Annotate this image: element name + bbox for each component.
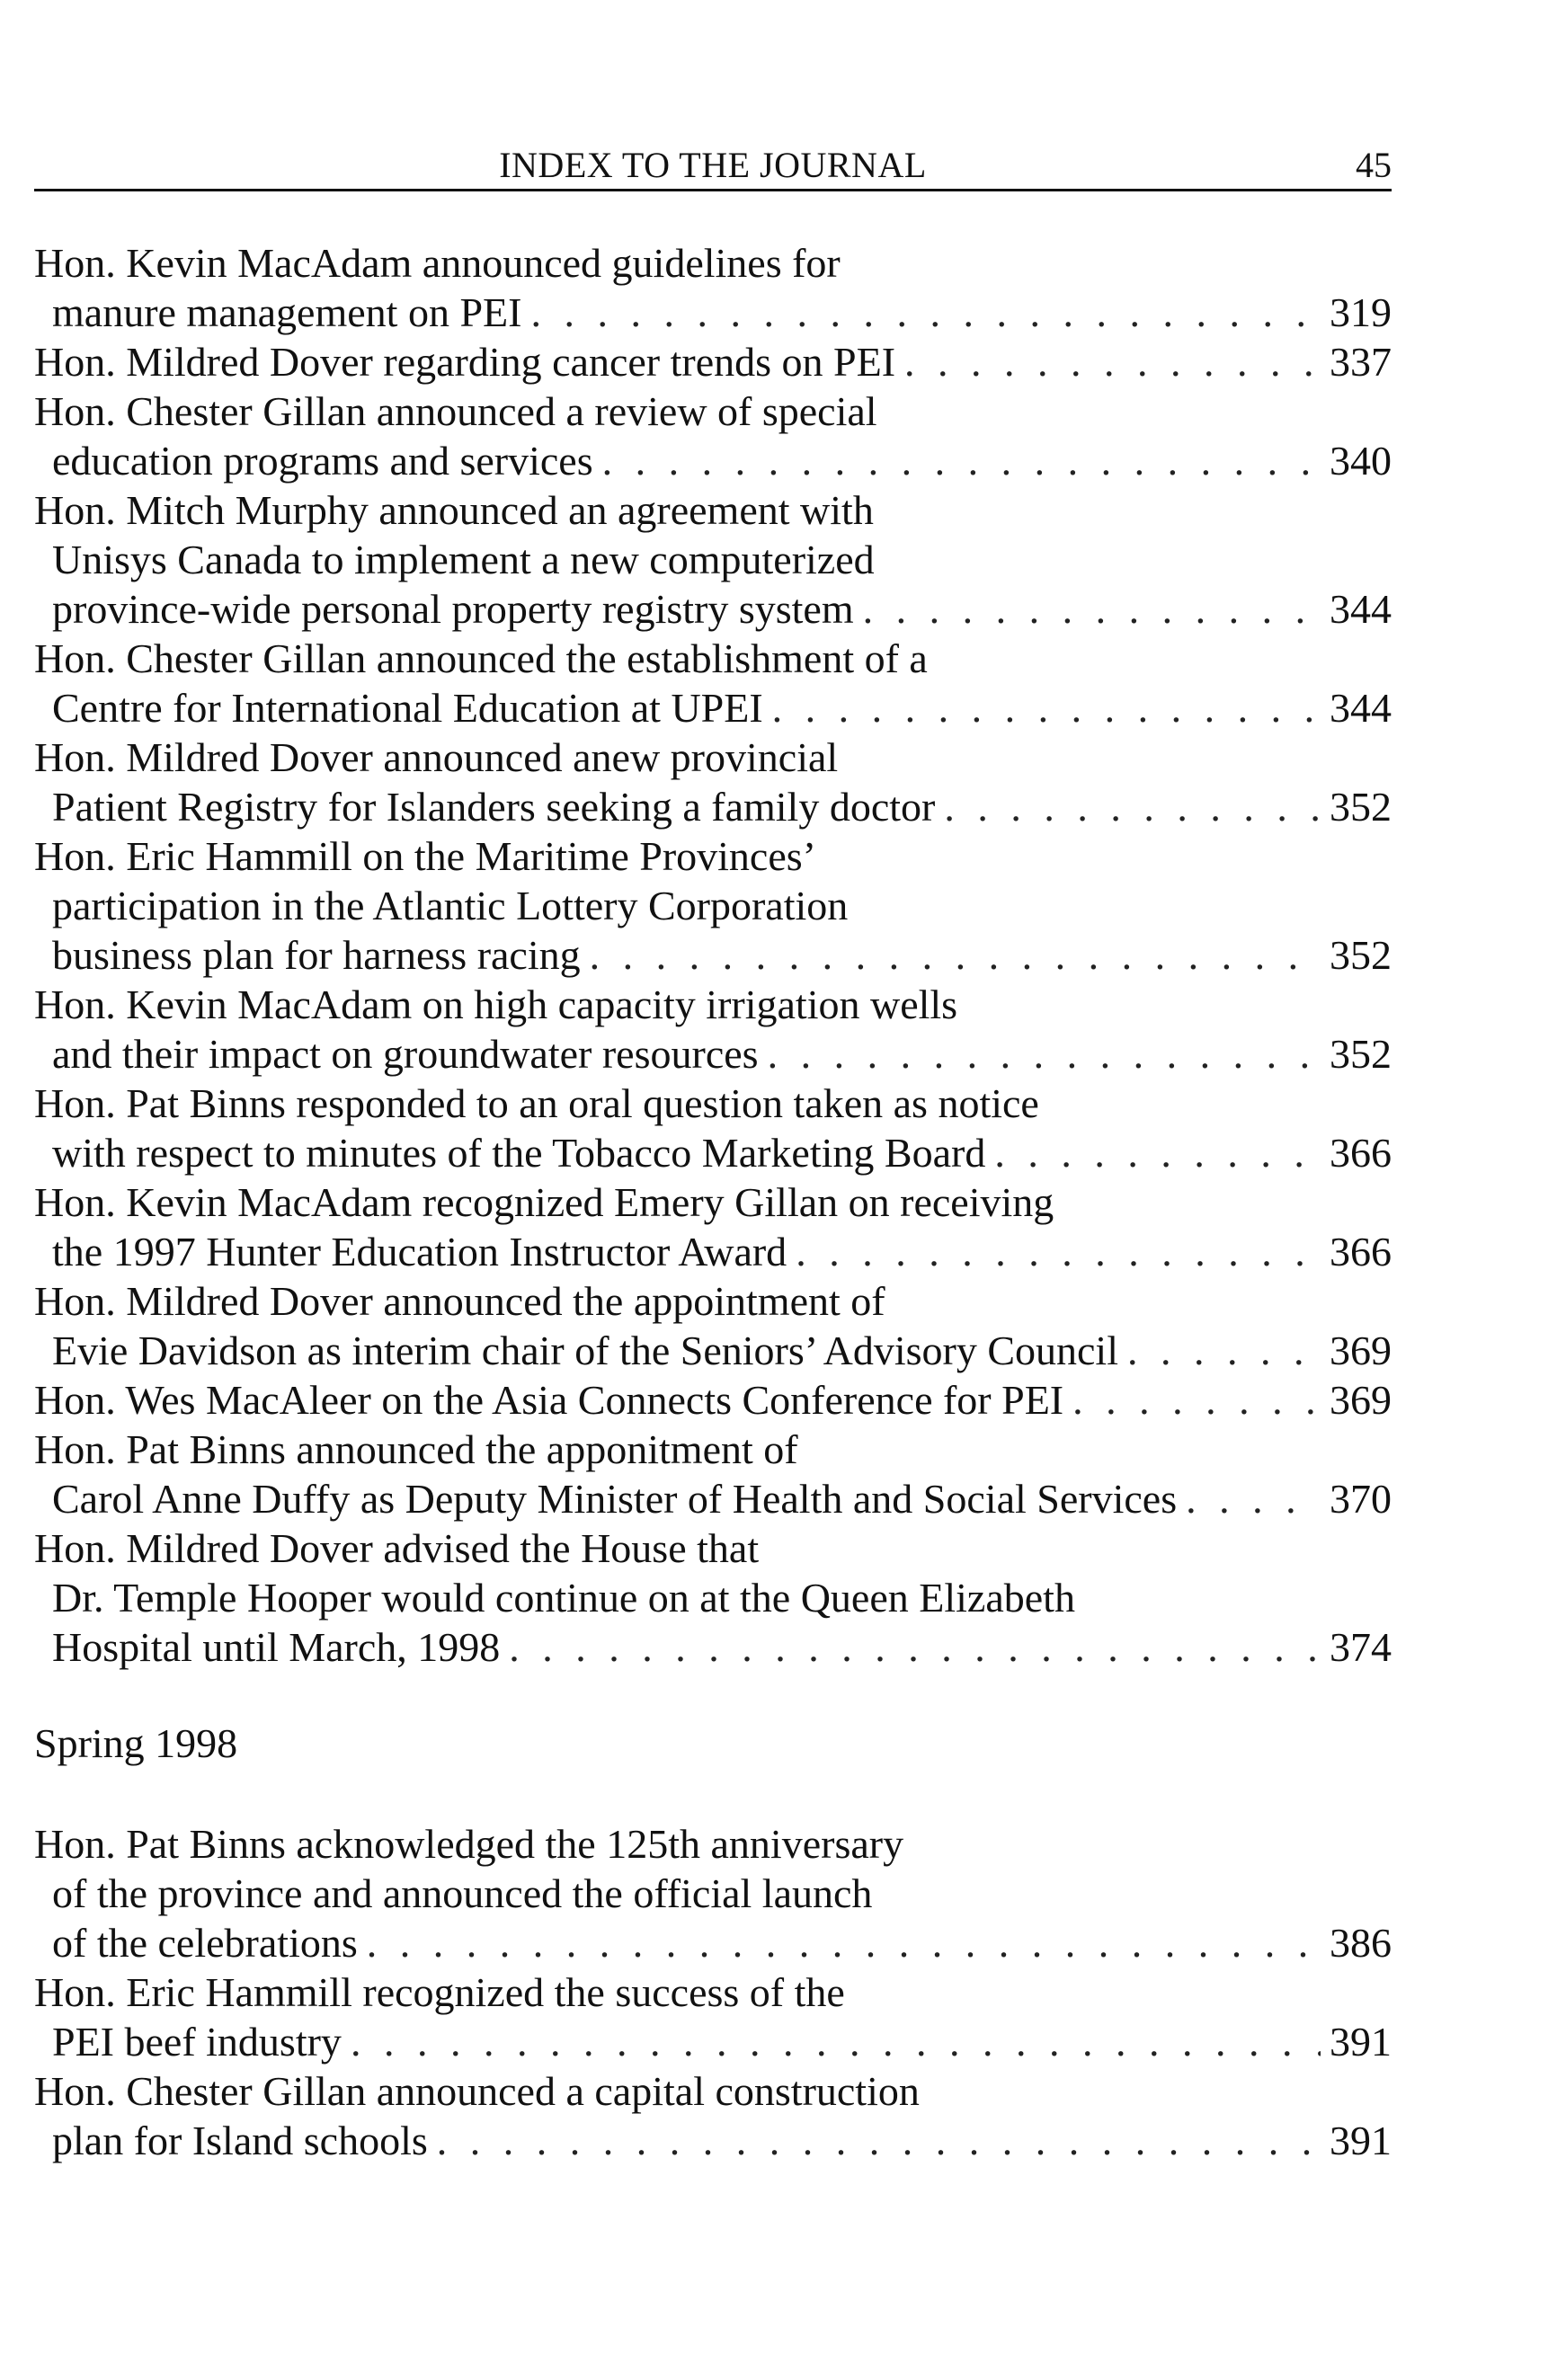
dot-leader <box>367 1918 1321 1967</box>
dot-leader <box>904 337 1321 386</box>
index-entry <box>34 386 1392 485</box>
entry-continuation-line <box>34 930 1392 980</box>
entry-first-line <box>34 337 1392 386</box>
entry-page-number: 352 <box>1330 1031 1392 1077</box>
entry-text: of the province and announced the official launch <box>52 1870 873 1916</box>
entry-text: Hon. Pat Binns acknowledged the 125th anniversary <box>34 1821 904 1867</box>
entry-continuation-line <box>34 535 1392 584</box>
index-entry <box>34 2066 1392 2165</box>
entry-continuation-line <box>34 288 1392 337</box>
entry-text: Hon. Chester Gillan announced a capital construction <box>34 2068 920 2114</box>
dot-leader <box>772 683 1321 733</box>
entry-page-number: 386 <box>1330 1920 1392 1966</box>
index-entry <box>34 238 1392 337</box>
entry-first-line <box>34 1079 1392 1128</box>
entry-text: Hon. Wes MacAleer on the Asia Connects Conference for PEI <box>34 1377 1064 1423</box>
entry-page-number: 319 <box>1330 289 1392 335</box>
entry-text: Hon. Pat Binns responded to an oral question taken as notice <box>34 1080 1039 1126</box>
index-entry <box>34 1819 1392 1967</box>
entry-page-number: 369 <box>1330 1377 1392 1423</box>
entry-continuation-line <box>34 782 1392 831</box>
entry-continuation-line <box>34 1227 1392 1276</box>
index-entry <box>34 980 1392 1079</box>
entry-page-number: 352 <box>1330 784 1392 830</box>
dot-leader <box>1186 1474 1321 1523</box>
index-entry <box>34 485 1392 634</box>
entry-text: participation in the Atlantic Lottery Corporation <box>52 883 849 928</box>
index-entries-list-spring-1998 <box>34 1819 1392 2165</box>
entry-text: Hon. Mildred Dover announced anew provincial <box>34 734 839 780</box>
dot-leader <box>1127 1326 1321 1375</box>
entry-first-line <box>34 1819 1392 1869</box>
entry-first-line <box>34 831 1392 881</box>
entry-text: business plan for harness racing <box>52 932 581 978</box>
entry-text: Hon. Pat Binns announced the apponitment of <box>34 1426 798 1472</box>
index-entry <box>34 1375 1392 1425</box>
dot-leader <box>796 1227 1321 1276</box>
page-number: 45 <box>1356 145 1392 185</box>
index-entry <box>34 1177 1392 1276</box>
entry-page-number: 340 <box>1330 438 1392 484</box>
entry-page-number: 369 <box>1330 1328 1392 1373</box>
entry-text: education programs and services <box>52 438 593 484</box>
entry-first-line <box>34 1523 1392 1573</box>
entry-page-number: 366 <box>1330 1130 1392 1176</box>
index-entry <box>34 634 1392 733</box>
entry-text: with respect to minutes of the Tobacco Marketing Board <box>52 1130 986 1176</box>
entry-text: Hon. Mildred Dover regarding cancer trends on PEI <box>34 339 896 385</box>
entry-text: manure management on PEI <box>52 289 522 335</box>
entry-first-line <box>34 634 1392 683</box>
entry-continuation-line <box>34 2017 1392 2066</box>
entry-text: Centre for International Education at UPEI <box>52 685 763 731</box>
dot-leader <box>994 1128 1321 1177</box>
index-entry <box>34 733 1392 831</box>
dot-leader <box>351 2017 1321 2066</box>
entry-page-number: 352 <box>1330 932 1392 978</box>
dot-leader <box>509 1622 1321 1672</box>
dot-leader <box>944 782 1321 831</box>
entry-first-line <box>34 1276 1392 1326</box>
entry-continuation-line <box>34 1918 1392 1967</box>
entry-continuation-line <box>34 2116 1392 2165</box>
entry-first-line <box>34 238 1392 288</box>
entry-continuation-line <box>34 1573 1392 1622</box>
index-entry <box>34 831 1392 980</box>
entry-text: Hon. Mitch Murphy announced an agreement with <box>34 487 874 533</box>
entry-text: Patient Registry for Islanders seeking a family doctor <box>52 784 936 830</box>
entry-page-number: 370 <box>1330 1476 1392 1522</box>
index-entries-list <box>34 238 1392 1672</box>
dot-leader <box>1072 1375 1321 1425</box>
dot-leader <box>602 436 1321 485</box>
entry-page-number: 344 <box>1330 586 1392 632</box>
entry-first-line <box>34 1177 1392 1227</box>
index-entry <box>34 1425 1392 1523</box>
index-entry <box>34 1967 1392 2066</box>
index-entry <box>34 1079 1392 1177</box>
entry-continuation-line <box>34 1474 1392 1523</box>
index-entry <box>34 1276 1392 1375</box>
entry-text: Hon. Kevin MacAdam recognized Emery Gillan on receiving <box>34 1179 1054 1225</box>
entry-text: Dr. Temple Hooper would continue on at the Queen Elizabeth <box>52 1575 1075 1621</box>
entry-continuation-line <box>34 1326 1392 1375</box>
entry-text: Hon. Kevin MacAdam on high capacity irrigation wells <box>34 981 958 1027</box>
entry-text: PEI beef industry <box>52 2019 342 2065</box>
dot-leader <box>530 288 1321 337</box>
entry-continuation-line <box>34 1622 1392 1672</box>
index-entry <box>34 1523 1392 1672</box>
dot-leader <box>590 930 1321 980</box>
entry-text: and their impact on groundwater resources <box>52 1031 759 1077</box>
entry-continuation-line <box>34 436 1392 485</box>
index-entry <box>34 337 1392 386</box>
entry-page-number: 391 <box>1330 2118 1392 2163</box>
entry-continuation-line <box>34 1128 1392 1177</box>
dot-leader <box>863 584 1321 634</box>
entry-continuation-line <box>34 881 1392 930</box>
running-head <box>34 142 1392 191</box>
entry-text: Unisys Canada to implement a new computerized <box>52 537 875 582</box>
entry-text: Hon. Eric Hammill on the Maritime Provinces’ <box>34 833 816 879</box>
entry-first-line <box>34 485 1392 535</box>
entry-text: Carol Anne Duffy as Deputy Minister of Health and Social Services <box>52 1476 1178 1522</box>
entry-continuation-line <box>34 584 1392 634</box>
dot-leader <box>768 1029 1321 1079</box>
entry-text: Hon. Mildred Dover announced the appointment of <box>34 1278 885 1324</box>
entry-text: Hon. Eric Hammill recognized the success of the <box>34 1969 845 2015</box>
entry-text: Hon. Kevin MacAdam announced guidelines for <box>34 240 841 286</box>
entry-continuation-line <box>34 683 1392 733</box>
entry-first-line <box>34 2066 1392 2116</box>
section-heading: Spring 1998 <box>34 1720 238 1766</box>
entry-page-number: 374 <box>1330 1624 1392 1670</box>
entry-first-line <box>34 1425 1392 1474</box>
entry-page-number: 344 <box>1330 685 1392 731</box>
entry-first-line <box>34 1967 1392 2017</box>
entry-text: Hon. Mildred Dover advised the House that <box>34 1525 760 1571</box>
entry-continuation-line <box>34 1869 1392 1918</box>
entry-text: province-wide personal property registry system <box>52 586 854 632</box>
entry-first-line <box>34 386 1392 436</box>
entry-text: plan for Island schools <box>52 2118 428 2163</box>
entry-page-number: 337 <box>1330 339 1392 385</box>
entry-first-line <box>34 1375 1392 1425</box>
dot-leader <box>437 2116 1321 2165</box>
entry-text: Evie Davidson as interim chair of the Seniors’ Advisory Council <box>52 1328 1118 1373</box>
entry-page-number: 366 <box>1330 1229 1392 1274</box>
entry-text: the 1997 Hunter Education Instructor Award <box>52 1229 787 1274</box>
entry-first-line <box>34 980 1392 1029</box>
entry-text: Hospital until March, 1998 <box>52 1624 501 1670</box>
entry-continuation-line <box>34 1029 1392 1079</box>
entry-text: Hon. Chester Gillan announced the establishment of a <box>34 635 928 681</box>
entry-first-line <box>34 733 1392 782</box>
running-head-title: INDEX TO THE JOURNAL <box>499 145 927 185</box>
entry-page-number: 391 <box>1330 2019 1392 2065</box>
entry-text: of the celebrations <box>52 1920 358 1966</box>
entry-text: Hon. Chester Gillan announced a review of special <box>34 388 877 434</box>
